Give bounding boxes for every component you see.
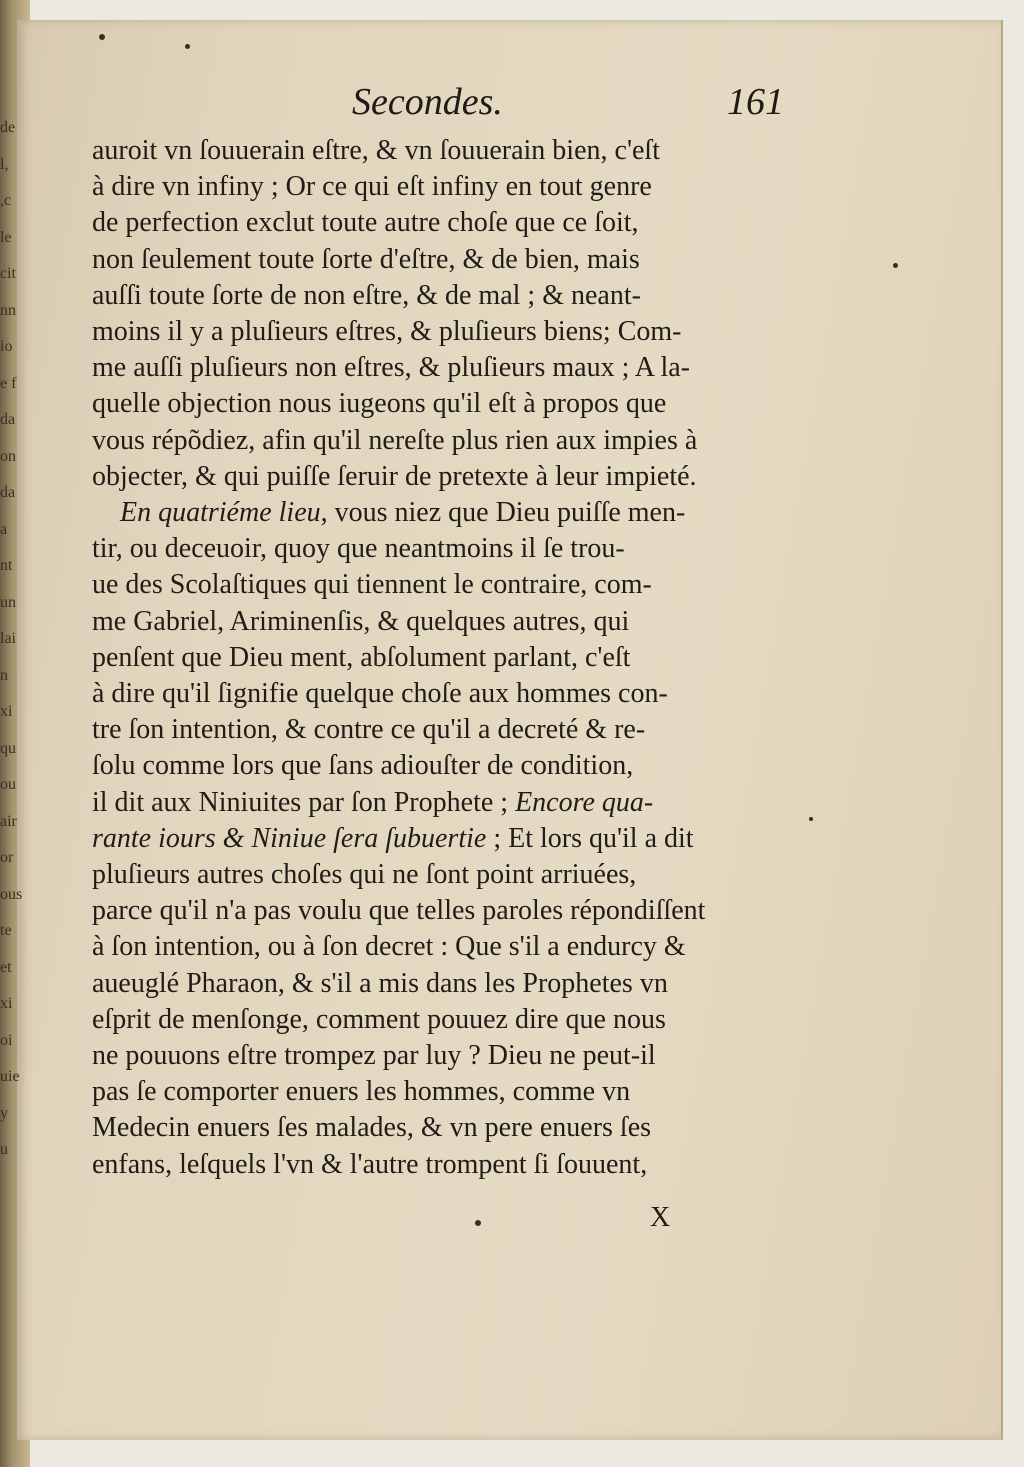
margin-fragment: on bbox=[0, 447, 16, 465]
margin-fragment: de bbox=[0, 119, 16, 136]
margin-fragment: e f bbox=[0, 374, 17, 392]
margin-fragment: io bbox=[0, 338, 13, 355]
text-line: non ſeulement toute ſorte d'eſtre, & de bien, mais bbox=[92, 243, 640, 275]
text-line: penſent que Dieu ment, abſolument parlant, c'eſt bbox=[92, 641, 631, 673]
page-body-text bbox=[92, 133, 776, 1183]
text-line: pas ſe comporter enuers les hommes, comme vn bbox=[92, 1076, 631, 1108]
text-line: tir, ou deceuoir, quoy que neantmoins il ſe trou- bbox=[92, 533, 625, 565]
ink-speck bbox=[893, 263, 898, 268]
margin-fragment: nn bbox=[0, 301, 16, 319]
text-line: Medecin enuers ſes malades, & vn pere enuers ſes bbox=[92, 1112, 652, 1144]
margin-fragment: te bbox=[0, 922, 12, 939]
margin-fragment: et bbox=[0, 958, 12, 976]
running-head: Secondes. bbox=[352, 81, 503, 123]
text-line: objecter, & qui puiſſe ſeruir de pretexte à leur impieté. bbox=[92, 460, 697, 492]
text-line: tre ſon intention, & contre ce qu'il a decreté & re- bbox=[92, 714, 646, 746]
margin-fragment: y bbox=[0, 1104, 8, 1122]
text-line: ne pouuons eſtre trompez par luy ? Dieu ne peut-il bbox=[92, 1040, 656, 1072]
text-line: à dire vn infiny ; Or ce qui eſt infiny en tout genre bbox=[92, 171, 652, 203]
text-line: me auſſi pluſieurs non eſtres, & pluſieurs maux ; A la- bbox=[92, 352, 691, 384]
ink-speck bbox=[475, 1220, 481, 1226]
margin-fragment: l, bbox=[0, 155, 9, 173]
paragraph-lead-italic: En quatriéme lieu bbox=[120, 497, 321, 529]
page-number: 161 bbox=[727, 81, 784, 123]
ink-speck bbox=[809, 817, 813, 821]
margin-fragment: qu bbox=[0, 739, 16, 757]
quotation-italic-2: rante iours & Niniue ſera ſubuertie bbox=[92, 822, 487, 854]
facing-page-text-fragments bbox=[0, 110, 38, 1270]
text-line: me Gabriel, Ariminenſis, & quelques autres, qui bbox=[92, 605, 630, 637]
text-line: à ſon intention, ou à ſon decret : Que s'il a endurcy & bbox=[92, 931, 686, 963]
text-line: de perfection exclut toute autre choſe que ce ſoit, bbox=[92, 207, 639, 239]
text-line: aueuglé Pharaon, & s'il a mis dans les Prophetes vn bbox=[92, 967, 668, 999]
margin-fragment: air bbox=[0, 812, 17, 830]
margin-fragment: cit bbox=[0, 265, 16, 282]
margin-fragment: uie bbox=[0, 1068, 20, 1085]
margin-fragment: a bbox=[0, 520, 8, 538]
text-line: il dit aux Niniuites par ſon Prophete ; bbox=[92, 786, 516, 818]
paragraph-2 bbox=[92, 495, 776, 1183]
margin-fragment: ,c bbox=[0, 192, 12, 209]
margin-fragment: le bbox=[0, 228, 12, 246]
text-line: ue des Scolaſtiques qui tiennent le contraire, com- bbox=[92, 569, 652, 601]
quotation-italic-1: Encore qua- bbox=[515, 786, 654, 818]
margin-fragment: or bbox=[0, 849, 14, 866]
margin-fragment: xi bbox=[0, 995, 13, 1012]
text-line: enfans, leſquels l'vn & l'autre trompent ſi ſouuent, bbox=[92, 1148, 648, 1180]
margin-fragment: da bbox=[0, 484, 16, 501]
margin-fragment: un bbox=[0, 593, 16, 611]
margin-fragment: n bbox=[0, 666, 8, 684]
text-line: eſprit de menſonge, comment pouuez dire que nous bbox=[92, 1003, 666, 1035]
text-line: moins il y a pluſieurs eſtres, & pluſieurs biens; Com- bbox=[92, 316, 682, 348]
margin-fragment: lai bbox=[0, 630, 16, 647]
text-line: à dire qu'il ſignifie quelque choſe aux hommes con- bbox=[92, 678, 668, 710]
margin-fragment: nt bbox=[0, 557, 13, 574]
ink-speck bbox=[185, 44, 190, 49]
signature-mark: X bbox=[650, 1202, 671, 1233]
text-line: auſſi toute ſorte de non eſtre, & de mal ; & neant- bbox=[92, 279, 641, 311]
text-line: , vous niez que Dieu puiſſe men- bbox=[320, 497, 686, 529]
after-quotation-text: ; Et lors qu'il a dit bbox=[493, 822, 694, 854]
text-line: quelle objection nous iugeons qu'il eſt à propos que bbox=[92, 388, 667, 420]
text-line: parce qu'il n'a pas voulu que telles paroles répondiſſent bbox=[92, 895, 706, 927]
margin-fragment: ous bbox=[0, 885, 23, 903]
text-line: vous répõdiez, afin qu'il nereſte plus rien aux impies à bbox=[92, 424, 698, 456]
margin-fragment: xi bbox=[0, 703, 13, 720]
paragraph-1 bbox=[92, 133, 776, 495]
margin-fragment: u bbox=[0, 1141, 8, 1158]
text-line: ſolu comme lors que ſans adiouſter de condition, bbox=[92, 750, 634, 782]
text-line: pluſieurs autres choſes qui ne ſont point arriuées, bbox=[92, 859, 637, 891]
text-line: auroit vn ſouuerain eſtre, & vn ſouuerain bien, c'eſt bbox=[92, 135, 660, 166]
margin-fragment: oi bbox=[0, 1031, 13, 1049]
margin-fragment: ou bbox=[0, 776, 16, 793]
margin-fragment: da bbox=[0, 411, 16, 428]
ink-speck bbox=[99, 34, 105, 40]
